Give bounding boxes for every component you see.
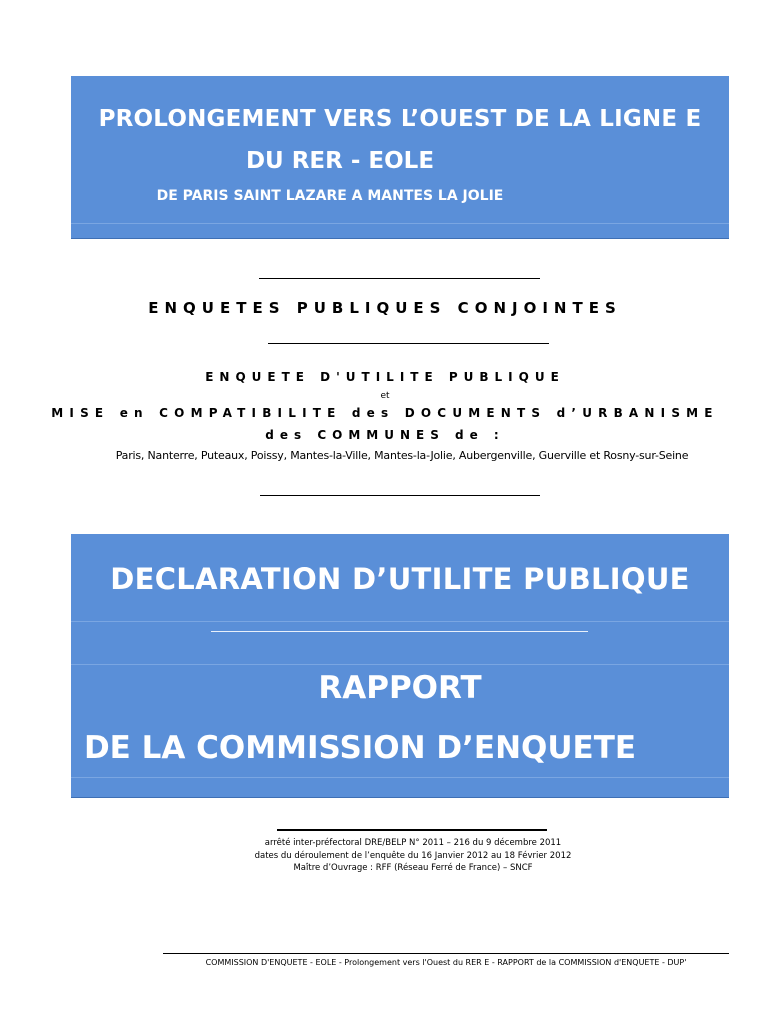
enquete-dates: dates du déroulement de l’enquête du 16 Janvier 2012 au 18 Février 2012 [254, 851, 572, 861]
title-banner [71, 76, 729, 239]
enquetes-heading: ENQUETES PUBLIQUES CONJOINTES [148, 299, 622, 317]
rapport-title: RAPPORT [318, 670, 482, 706]
project-title-line1: PROLONGEMENT VERS L’OUEST DE LA LIGNE E [98, 106, 702, 132]
footer-rule [163, 953, 729, 954]
separator-rule-2 [268, 343, 549, 344]
report-title-banner [71, 534, 729, 798]
banner-band-upper [71, 621, 729, 665]
project-title-line2: DU RER - EOLE [245, 148, 435, 174]
separator-rule-3 [260, 495, 540, 496]
project-subtitle: DE PARIS SAINT LAZARE A MANTES LA JOLIE [156, 188, 504, 204]
arrete-reference: arrêté inter-préfectoral DRE/BELP N° 2011 – 216 du 9 décembre 2011 [264, 838, 562, 848]
separator-rule-1 [259, 278, 540, 279]
maitre-ouvrage: Maître d’Ouvrage : RFF (Réseau Ferré de France) – SNCF [293, 863, 533, 873]
communes-heading: des COMMUNES de : [265, 428, 505, 442]
banner-band [71, 223, 729, 239]
commission-title: DE LA COMMISSION D’ENQUETE [83, 730, 637, 766]
page-footer: COMMISSION D'ENQUETE - EOLE - Prolongement vers l'Ouest du RER E - RAPPORT de la COMMISSION d'ENQUETE - DUP' [205, 958, 687, 967]
compatibilite-line: MISE en COMPATIBILITE des DOCUMENTS d’URBANISME [51, 406, 719, 420]
communes-list: Paris, Nanterre, Puteaux, Poissy, Mantes-la-Ville, Mantes-la-Jolie, Aubergenville, Guerville et Rosny-sur-Seine [115, 449, 689, 462]
declaration-title: DECLARATION D’UTILITE PUBLIQUE [110, 562, 690, 596]
enquete-dup-line: ENQUETE D'UTILITE PUBLIQUE [205, 370, 565, 384]
et-conjunction: et [380, 391, 390, 401]
banner-band-lower [71, 777, 729, 798]
declaration-underline [211, 631, 588, 632]
separator-rule-4 [277, 829, 547, 831]
